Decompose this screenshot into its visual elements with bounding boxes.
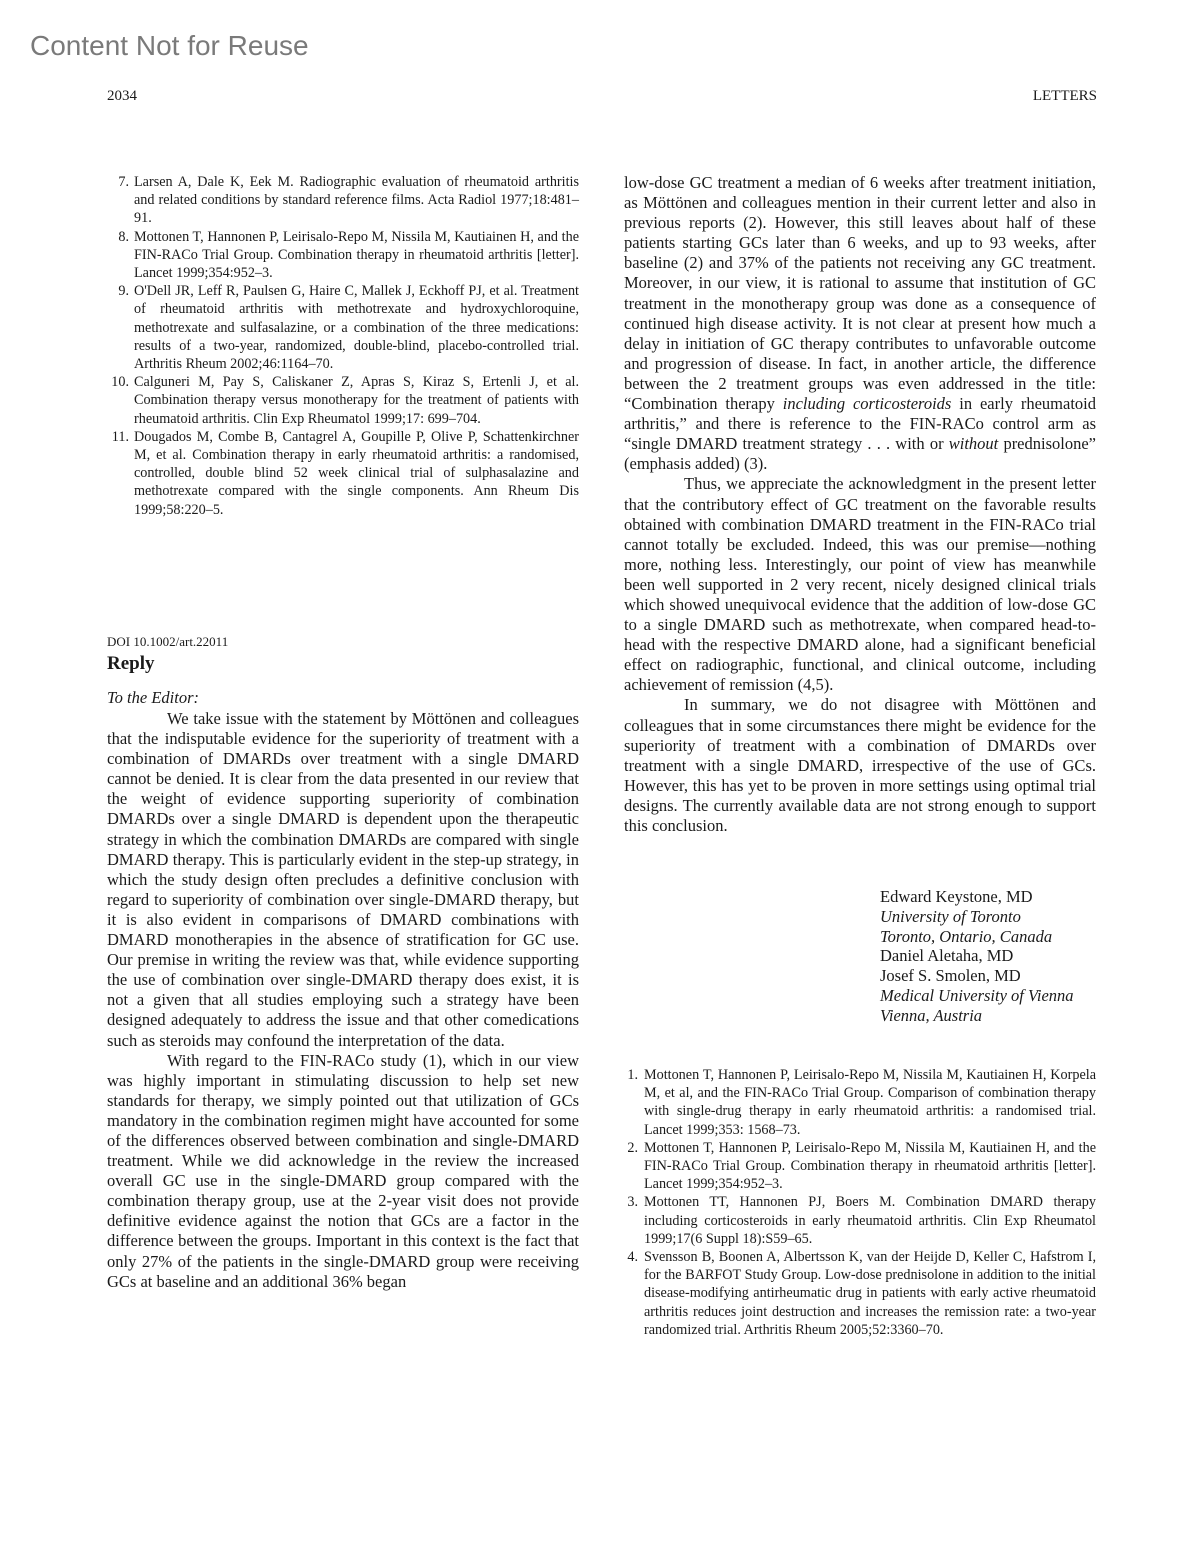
emphasis-text: without	[948, 434, 999, 454]
affiliation-location: Vienna, Austria	[880, 1005, 983, 1025]
salutation: To the Editor:	[107, 688, 199, 707]
watermark: Content Not for Reuse	[30, 30, 309, 61]
reference-item	[624, 1066, 1096, 1139]
reference-number: 7.	[118, 174, 129, 190]
reference-number: 4.	[627, 1249, 638, 1266]
reference-number: 9.	[118, 283, 129, 300]
section-title: LETTERS	[1032, 88, 1097, 104]
body-text: prednisolone” (emphasis added) (3).	[624, 434, 1096, 474]
reference-item	[107, 373, 579, 428]
reference-text: Svensson B, Boonen A, Albertsson K, van der Heijde D, Keller C, Hafstrom I, for the BARFOT Study Group. Low-dose prednisolone in addition to the initial disease-modifying antirheumatic drug in patients with early active rheumatoid arthritis reduces joint destruction and increases the remission rate: a two-year randomized trial. Arthritis Rheum 2005;52:3360–70.	[644, 1249, 1096, 1338]
body-text: in early rheumatoid arthritis,” and there is reference to the FIN-RACo control arm as “single DMARD treatment strategy . . . with or	[624, 394, 1096, 454]
reference-number: 3.	[627, 1194, 638, 1211]
body-paragraph: We take issue with the statement by Möttönen and colleagues that the indisputable evidence for the superiority of treatment with a combination of DMARDs over treatment with a single DMARD cannot be denied. It is clear from the data presented in our review that the weight of evidence supporting superiority of combination DMARDs over a single DMARD is dependent upon the therapeutic strategy in which the combination DMARDs are compared with single DMARD therapy. This is particularly evident in the step-up strategy, in which the study design often precludes a definitive conclusion with regard to superiority of combination over single-DMARD therapy, but it is also evident in comparisons of DMARD combinations with DMARD monotherapies in the absence of stratification for GC use. Our premise in writing the review was that, while evidence supporting the use of combination over single-DMARD therapy does exist, it is not a given that all studies employing such a strategy have been designed adequately to address the issue and that other comedications such as steroids may confound the interpretation of the data.	[107, 709, 579, 1050]
reference-item	[624, 1139, 1096, 1194]
reference-text: Dougados M, Combe B, Cantagrel A, Goupille P, Olive P, Schattenkirchner M, et al. Combination therapy in early rheumatoid arthritis: a randomised, controlled, double blind 52 week clinical trial of sulphasalazine and methotrexate compared with the single components. Ann Rheum Dis 1999;58:220–5.	[134, 428, 579, 518]
reference-item	[624, 1248, 1096, 1339]
top-reference-list	[107, 173, 579, 519]
reference-text: Mottonen TT, Hannonen PJ, Boers M. Combination DMARD therapy including corticosteroids in early rheumatoid arthritis. Clin Exp Rheumatol 1999;17(6 Suppl 18):S59–65.	[644, 1194, 1096, 1247]
reference-text: Calguneri M, Pay S, Caliskaner Z, Apras S, Kiraz S, Ertenli J, et al. Combination therapy versus monotherapy for the treatment of patients with rheumatoid arthritis. Clin Exp Rheumatol 1999;17: 699–704.	[134, 374, 579, 427]
reference-number: 11.	[111, 428, 129, 445]
bottom-reference-list	[624, 1066, 1096, 1339]
reference-item	[624, 1193, 1096, 1248]
letter-body-right	[624, 173, 1096, 836]
top-references-column	[107, 173, 579, 519]
page-number: 2034	[107, 88, 137, 104]
emphasis-text: including corticosteroids	[782, 394, 952, 414]
reference-item	[107, 228, 579, 283]
reference-number: 10.	[111, 374, 129, 391]
body-paragraph: In summary, we do not disagree with Möttönen and colleagues that in some circumstances there might be evidence for the superiority of treatment with a combination of DMARDs over treatment with a single DMARD, irrespective of the use of GCs. However, this has yet to be proven in more settings using optimal trial designs. The currently available data are not strong enough to support this conclusion.	[624, 695, 1096, 835]
reference-item	[107, 428, 579, 519]
reference-item	[107, 282, 579, 373]
body-paragraph: With regard to the FIN-RACo study (1), which in our view was highly important in stimulating discussion to help set new standards for therapy, we simply pointed out that utilization of GCs mandatory in the combination regimen might have accounted for some of the differences observed between combination and single-DMARD treatment. While we did acknowledge in the review the increased overall GC use in the single-DMARD group compared with the combination therapy group, use at the 2-year visit does not provide definitive evidence against the notion that GCs are a factor in the difference between the groups. Important in this context is the fact that only 27% of the patients in the single-DMARD group were receiving GCs at baseline and an additional 36% began	[107, 1050, 579, 1291]
affiliation-location: Toronto, Ontario, Canada	[880, 926, 1053, 946]
signature-block	[880, 887, 1074, 1026]
author-name: Edward Keystone, MD	[880, 887, 1033, 906]
reference-number: 2.	[627, 1139, 638, 1156]
author-name: Daniel Aletaha, MD	[880, 946, 1014, 966]
author-name: Josef S. Smolen, MD	[880, 966, 1021, 986]
letter-title: Reply	[107, 653, 155, 674]
body-paragraph: Thus, we appreciate the acknowledgment in the present letter that the contributory effect of GC treatment on the favorable results obtained with combination DMARD treatment in the FIN-RACo trial cannot totally be excluded. Indeed, this was our premise—nothing more, nothing less. Interestingly, our point of view has meanwhile been well supported in 2 very recent, nicely designed clinical trials which showed unequivocal evidence that the addition of low-dose GC to a single DMARD such as methotrexate, when compared head-to-head with the respective DMARD alone, had a significant beneficial effect on radiographic, functional, and clinical outcome, including achievement of remission (4,5).	[624, 474, 1096, 695]
letter-body-left	[107, 709, 579, 1292]
reference-text: O'Dell JR, Leff R, Paulsen G, Haire C, Mallek J, Eckhoff PJ, et al. Treatment of rheumatoid arthritis with methotrexate and hydroxychloroquine, methotrexate and sulfasalazine, or a combination of the three medications: results of a two-year, randomized, double-blind, placebo-controlled trial. Arthritis Rheum 2002;46:1164–70.	[134, 283, 579, 373]
reference-text: Larsen A, Dale K, Eek M. Radiographic evaluation of rheumatoid arthritis and related conditions by standard reference films. Acta Radiol 1977;18:481–91.	[134, 174, 579, 227]
reference-number: 1.	[627, 1067, 638, 1083]
affiliation: University of Toronto	[880, 906, 1021, 926]
reference-text: Mottonen T, Hannonen P, Leirisalo-Repo M, Nissila M, Kautiainen H, Korpela M, et al, and the FIN-RACo Trial Group. Comparison of combination therapy with single-drug therapy in early rheumatoid arthritis: a randomised trial. Lancet 1999;353: 1568–73.	[644, 1067, 1096, 1138]
doi-line: DOI 10.1002/art.22011	[107, 634, 229, 649]
reference-text: Mottonen T, Hannonen P, Leirisalo-Repo M, Nissila M, Kautiainen H, and the FIN-RACo Trial Group. Combination therapy in rheumatoid arthritis [letter]. Lancet 1999;354:952–3.	[134, 228, 579, 282]
reference-text: Mottonen T, Hannonen P, Leirisalo-Repo M, Nissila M, Kautiainen H, and the FIN-RACo Trial Group. Combination therapy in rheumatoid arthritis [letter]. Lancet 1999;354:952–3.	[644, 1139, 1096, 1193]
reference-item	[107, 173, 579, 228]
reference-number: 8.	[118, 228, 129, 245]
affiliation: Medical University of Vienna	[880, 985, 1074, 1005]
body-paragraph-continued	[624, 173, 1096, 474]
body-text: low-dose GC treatment a median of 6 weeks after treatment initiation, as Möttönen and colleagues mention in their current letter and also in previous reports (2). However, this still leaves about half of these patients starting GCs later than 6 weeks, and up to 93 weeks, after baseline (2) and 37% of the patients not receiving any GC treatment. Moreover, in our view, it is rational to assume that institution of GC treatment in the monotherapy group was done as a consequence of continued high disease activity. It is not clear at present how much a delay in initiation of GC therapy contributes to unfavorable outcome and progression of disease. In fact, in another article, the difference between the 2 treatment groups was even addressed in the title: “Combination therapy	[624, 173, 1096, 414]
